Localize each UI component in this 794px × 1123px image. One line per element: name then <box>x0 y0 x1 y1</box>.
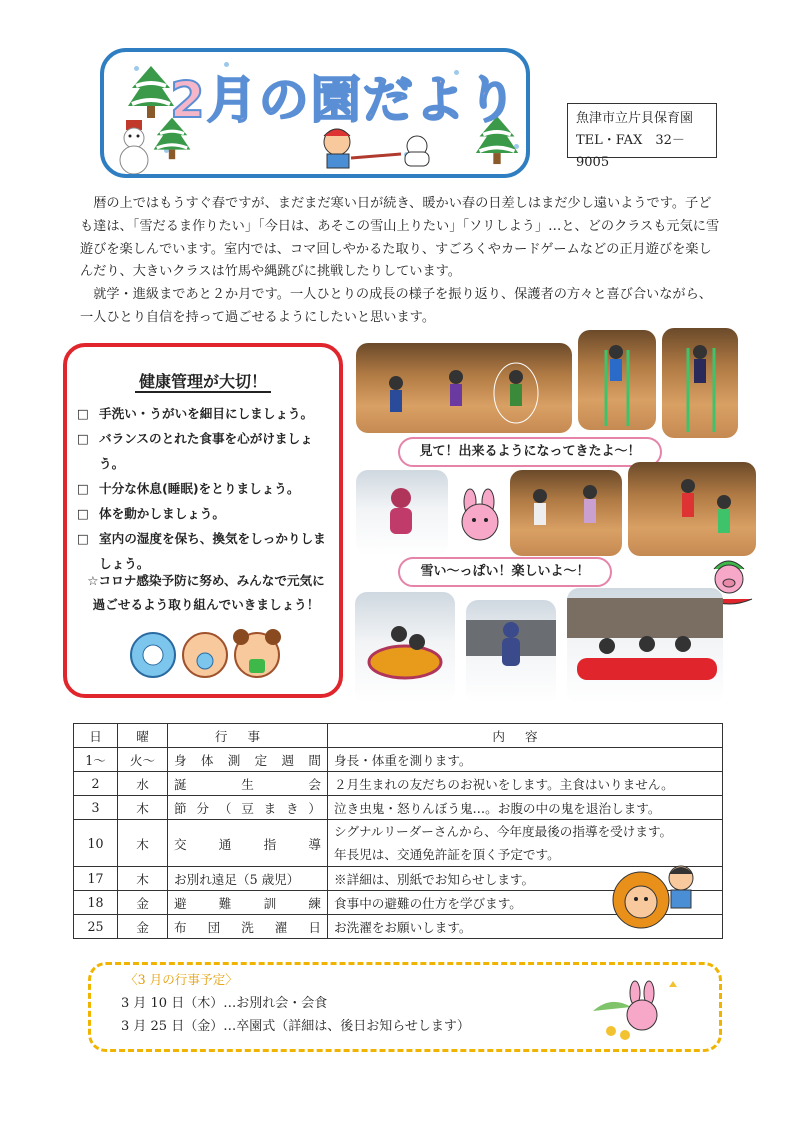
cell-content: 食事中の避難の仕方を学びます。 <box>328 891 723 915</box>
cell-weekday: 木 <box>118 796 168 820</box>
col-header-event: 行事 <box>168 724 328 748</box>
cell-event: 交通指導 <box>168 820 328 867</box>
checkbox-icon: □ <box>77 481 89 496</box>
corona-notice: ☆コロナ感染予防に努め、みんなで元気に過ごせるよう取り組んでいきましょう！ <box>87 573 325 612</box>
intro-text <box>80 193 720 330</box>
health-box <box>63 343 343 698</box>
bubble-snow: 雪い～っぱい！楽しいよ～！ <box>398 557 612 587</box>
school-info-box <box>567 103 717 170</box>
checkbox-icon: □ <box>77 531 89 546</box>
child-on-stilts-icon <box>662 328 738 438</box>
cell-weekday: 木 <box>118 820 168 867</box>
table-row <box>74 772 723 796</box>
cell-weekday: 木 <box>118 867 168 891</box>
cell-event: 避難訓練 <box>168 891 328 915</box>
march-list <box>121 992 470 1038</box>
health-item: □ 体を動かしましょう。 <box>77 501 335 526</box>
school-contact: TEL・FAX 32－9005 <box>576 133 685 170</box>
cell-weekday: 金 <box>118 915 168 939</box>
cell-day: 3 <box>74 796 118 820</box>
cell-event: 身体測定週間 <box>168 748 328 772</box>
photo-snow-slide <box>355 592 455 704</box>
cell-day: 25 <box>74 915 118 939</box>
col-header-weekday: 曜 <box>118 724 168 748</box>
photo-snow-child <box>356 470 448 556</box>
photo-stilts-1 <box>578 330 656 430</box>
lion-and-child-icon <box>605 842 705 942</box>
children-on-tube-icon <box>355 592 455 704</box>
table-header-row <box>74 724 723 748</box>
snowman-icon <box>114 120 154 176</box>
children-on-sled-icon <box>567 588 723 704</box>
col-header-content: 内容 <box>328 724 723 748</box>
school-name: 魚津市立片貝保育園 <box>576 111 694 126</box>
child-on-stilts-icon <box>578 330 656 430</box>
cell-content-line: シグナルリーダーさんから、今年度最後の指導を受けます。 <box>334 824 673 839</box>
intro-paragraph: 暦の上ではもうすぐ春ですが、まだまだ寒い日が続き、暖かい春の日差しはまだ少し遠いようです。子ども達は、「雪だるま作りたい」「今日は、あそこの雪山上りたい」「ソリしよう」…と、どのクラスも元気に雪遊びを楽しんでいます。室内では、コマ回しやかるた取り、すごろくやカードゲームなどの正月遊びを楽しんだり、大きいクラスは竹馬や縄跳びに挑戦したりしています。 <box>80 196 720 280</box>
health-item: □ 室内の湿度を保ち、換気をしっかりしましょう。 <box>77 526 335 576</box>
list-item: 3 月 10 日（木）…お別れ会・会食 <box>121 996 328 1011</box>
children-icon <box>510 470 622 556</box>
photo-indoor-play <box>510 470 622 556</box>
cell-content: 身長・体重を測ります。 <box>328 748 723 772</box>
cell-day: 17 <box>74 867 118 891</box>
photo-stilts-2 <box>662 328 738 438</box>
health-item: □ バランスのとれた食事を心がけましょう。 <box>77 426 335 476</box>
rabbit-mascot-icon <box>452 488 508 544</box>
march-schedule-box <box>88 962 722 1052</box>
cell-weekday: 火～ <box>118 748 168 772</box>
cell-event: お別れ遠足（5 歳児） <box>168 867 328 891</box>
children-icon <box>628 462 756 556</box>
march-title: 〈3 月の行事予定〉 <box>125 972 238 987</box>
list-item: 3 月 25 日（金）…卒園式（詳細は、後日お知らせします） <box>121 1019 470 1034</box>
intro-paragraph: 就学・進級まであと２か月です。一人ひとりの成長の様子を振り返り、保護者の方々と喜び合いながら、一人ひとり自信を持って過ごせるようにしたいと思います。 <box>80 287 712 325</box>
children-icon <box>356 343 572 433</box>
page-title: 2月の園だより <box>170 71 519 129</box>
cell-content: 泣き虫鬼・怒りんぼう鬼…。お腹の中の鬼を退治します。 <box>328 796 723 820</box>
child-in-snow-icon <box>356 470 448 556</box>
cell-weekday: 水 <box>118 772 168 796</box>
cell-event: 誕生会 <box>168 772 328 796</box>
health-list <box>77 401 335 576</box>
health-title: 健康管理が大切！ <box>67 369 339 392</box>
photo-snow-group <box>567 588 723 704</box>
table-row <box>74 748 723 772</box>
cell-day: 18 <box>74 891 118 915</box>
col-header-day: 日 <box>74 724 118 748</box>
photo-snow-stand <box>466 600 556 704</box>
cell-content: お洗濯をお願いします。 <box>328 915 723 939</box>
photo-indoor-stilts <box>628 462 756 556</box>
photo-jump-rope <box>356 343 572 433</box>
cell-day: 10 <box>74 820 118 867</box>
cell-day: 1～ <box>74 748 118 772</box>
cell-content: ※詳細は、別紙でお知らせします。 <box>328 867 723 891</box>
cell-day: 2 <box>74 772 118 796</box>
cell-content-line: 年長児は、交通免許証を頂く予定です。 <box>334 847 560 862</box>
health-item: □ 手洗い・うがいを細目にしましょう。 <box>77 401 335 426</box>
checkbox-icon: □ <box>77 431 89 446</box>
table-row <box>74 796 723 820</box>
checkbox-icon: □ <box>77 406 89 421</box>
cell-content: ２月生まれの友だちのお祝いをします。主食はいりません。 <box>328 772 723 796</box>
child-in-snow-icon <box>466 600 556 704</box>
bubble-indoor: 見て！出来るようになってきたよ～！ <box>398 437 662 467</box>
cell-event: 節分（豆まき） <box>168 796 328 820</box>
cell-event: 布団洗濯日 <box>168 915 328 939</box>
rabbit-flowers-icon <box>591 977 683 1045</box>
checkbox-icon: □ <box>77 506 89 521</box>
cell-weekday: 金 <box>118 891 168 915</box>
health-item: □ 十分な休息(睡眠)をとりましょう。 <box>77 476 335 501</box>
kids-handwashing-icon <box>125 625 285 683</box>
